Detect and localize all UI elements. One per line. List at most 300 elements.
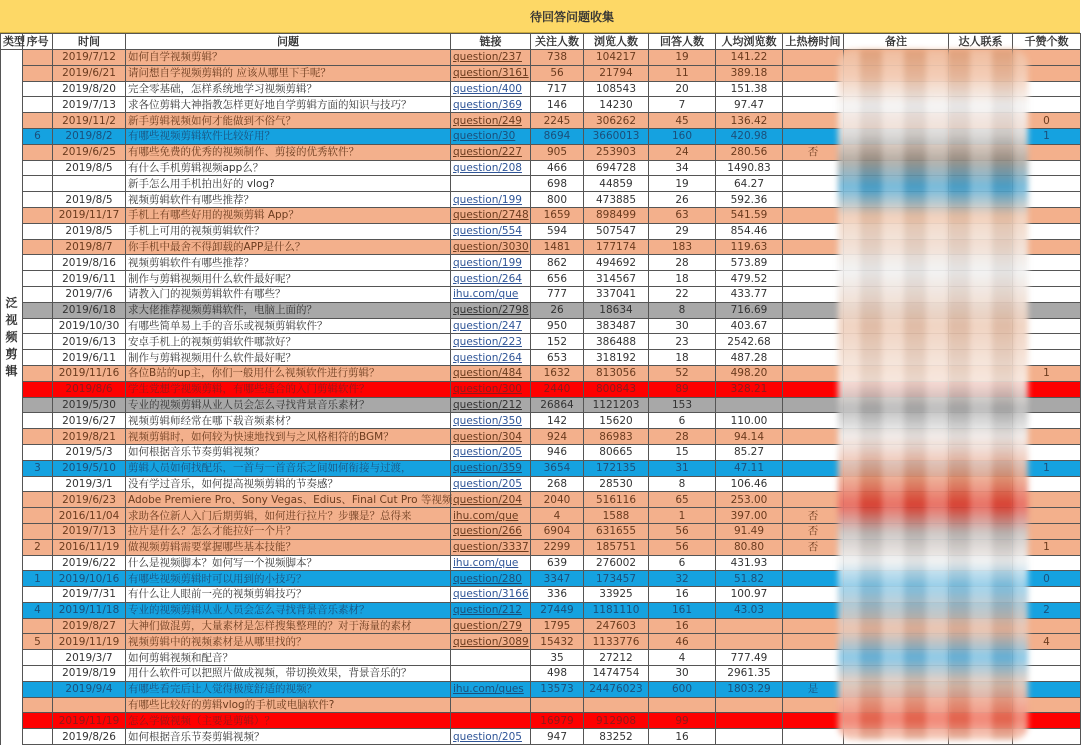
date-cell[interactable]: 2019/11/19 xyxy=(53,713,126,729)
question-cell[interactable]: 请问想自学视频剪辑的 应该从哪里下手呢？ xyxy=(126,65,451,81)
views-cell[interactable]: 898499 xyxy=(584,207,649,223)
answers-cell[interactable]: 183 xyxy=(649,239,716,255)
seq-cell[interactable] xyxy=(23,697,53,713)
answers-cell[interactable]: 22 xyxy=(649,286,716,302)
answers-cell[interactable]: 15 xyxy=(649,444,716,460)
seq-cell[interactable] xyxy=(23,113,53,129)
likes-cell[interactable]: 2 xyxy=(1013,602,1081,618)
question-cell[interactable]: 有什么手机剪辑视频app么？ xyxy=(126,160,451,176)
date-cell[interactable]: 2019/8/5 xyxy=(53,160,126,176)
views-cell[interactable]: 14230 xyxy=(584,97,649,113)
answers-cell[interactable]: 4 xyxy=(649,650,716,666)
avg-views-cell[interactable]: 487.28 xyxy=(716,350,783,366)
answers-cell[interactable]: 52 xyxy=(649,365,716,381)
seq-cell[interactable] xyxy=(23,729,53,745)
hot-list-cell[interactable] xyxy=(783,618,844,634)
followers-cell[interactable]: 3347 xyxy=(531,571,584,587)
column-header[interactable]: 千赞个数 xyxy=(1013,34,1081,50)
avg-views-cell[interactable]: 136.42 xyxy=(716,113,783,129)
hot-list-cell[interactable] xyxy=(783,729,844,745)
followers-cell[interactable]: 2299 xyxy=(531,539,584,555)
seq-cell[interactable] xyxy=(23,681,53,697)
column-header[interactable]: 问题 xyxy=(126,34,451,50)
seq-cell[interactable] xyxy=(23,271,53,287)
answers-cell[interactable]: 29 xyxy=(649,223,716,239)
link-cell[interactable] xyxy=(451,176,531,192)
answers-cell[interactable]: 65 xyxy=(649,492,716,508)
avg-views-cell[interactable]: 397.00 xyxy=(716,508,783,524)
seq-cell[interactable] xyxy=(23,302,53,318)
date-cell[interactable]: 2016/11/19 xyxy=(53,539,126,555)
views-cell[interactable]: 473885 xyxy=(584,192,649,208)
date-cell[interactable]: 2019/7/12 xyxy=(53,50,126,66)
column-header[interactable]: 备注 xyxy=(844,34,949,50)
date-cell[interactable] xyxy=(53,697,126,713)
avg-views-cell[interactable] xyxy=(716,713,783,729)
link-cell[interactable]: ihu.com/que xyxy=(451,555,531,571)
avg-views-cell[interactable]: 592.36 xyxy=(716,192,783,208)
followers-cell[interactable]: 4 xyxy=(531,508,584,524)
hot-list-cell[interactable] xyxy=(783,713,844,729)
avg-views-cell[interactable]: 389.18 xyxy=(716,65,783,81)
answers-cell[interactable]: 153 xyxy=(649,397,716,413)
views-cell[interactable]: 177174 xyxy=(584,239,649,255)
views-cell[interactable]: 318192 xyxy=(584,350,649,366)
avg-views-cell[interactable]: 541.59 xyxy=(716,207,783,223)
question-cell[interactable]: 请教入门的视频剪辑软件有哪些？ xyxy=(126,286,451,302)
followers-cell[interactable]: 146 xyxy=(531,97,584,113)
date-cell[interactable]: 2016/11/04 xyxy=(53,508,126,524)
link-cell[interactable]: question/369 xyxy=(451,97,531,113)
link-cell[interactable]: question/484 xyxy=(451,365,531,381)
answers-cell[interactable]: 30 xyxy=(649,666,716,682)
seq-cell[interactable] xyxy=(23,81,53,97)
link-cell[interactable]: question/2748 xyxy=(451,207,531,223)
views-cell[interactable]: 507547 xyxy=(584,223,649,239)
question-cell[interactable]: 制作与剪辑视频用什么软件最好呢？ xyxy=(126,350,451,366)
date-cell[interactable]: 2019/8/6 xyxy=(53,381,126,397)
hot-list-cell[interactable]: 是 xyxy=(783,681,844,697)
followers-cell[interactable]: 947 xyxy=(531,729,584,745)
views-cell[interactable]: 108543 xyxy=(584,81,649,97)
date-cell[interactable]: 2019/11/18 xyxy=(53,602,126,618)
date-cell[interactable]: 2019/8/5 xyxy=(53,192,126,208)
question-cell[interactable]: 你手机中最舍不得卸载的APP是什么？ xyxy=(126,239,451,255)
date-cell[interactable]: 2019/6/11 xyxy=(53,271,126,287)
followers-cell[interactable]: 946 xyxy=(531,444,584,460)
question-cell[interactable]: 视频剪辑时，如何较为快速地找到与之风格相符的BGM？ xyxy=(126,429,451,445)
answers-cell[interactable]: 18 xyxy=(649,271,716,287)
avg-views-cell[interactable]: 47.11 xyxy=(716,460,783,476)
followers-cell[interactable]: 950 xyxy=(531,318,584,334)
hot-list-cell[interactable] xyxy=(783,318,844,334)
followers-cell[interactable]: 152 xyxy=(531,334,584,350)
followers-cell[interactable]: 862 xyxy=(531,255,584,271)
question-cell[interactable]: 各位B站的up主，你们一般用什么视频软件进行剪辑？ xyxy=(126,365,451,381)
date-cell[interactable]: 2019/6/23 xyxy=(53,492,126,508)
date-cell[interactable]: 2019/3/7 xyxy=(53,650,126,666)
link-cell[interactable]: ihu.com/ques xyxy=(451,681,531,697)
avg-views-cell[interactable]: 141.22 xyxy=(716,50,783,66)
question-cell[interactable]: Adobe Premiere Pro、Sony Vegas、Edius、Final Cut Pro 等视频 xyxy=(126,492,451,508)
question-cell[interactable]: 怎么学做视频（主要是剪辑）？ xyxy=(126,713,451,729)
hot-list-cell[interactable] xyxy=(783,286,844,302)
link-cell[interactable]: question/2798 xyxy=(451,302,531,318)
link-cell[interactable]: question/249 xyxy=(451,113,531,129)
avg-views-cell[interactable]: 64.27 xyxy=(716,176,783,192)
answers-cell[interactable]: 56 xyxy=(649,523,716,539)
views-cell[interactable]: 172135 xyxy=(584,460,649,476)
followers-cell[interactable]: 594 xyxy=(531,223,584,239)
hot-list-cell[interactable] xyxy=(783,97,844,113)
hot-list-cell[interactable] xyxy=(783,50,844,66)
question-cell[interactable]: 用什么软件可以把照片做成视频，带切换效果，背景音乐的？ xyxy=(126,666,451,682)
link-cell[interactable]: question/266 xyxy=(451,523,531,539)
column-header[interactable]: 浏览人数 xyxy=(584,34,649,50)
seq-cell[interactable] xyxy=(23,286,53,302)
seq-cell[interactable]: 2 xyxy=(23,539,53,555)
link-cell[interactable]: question/208 xyxy=(451,160,531,176)
date-cell[interactable]: 2019/8/27 xyxy=(53,618,126,634)
hot-list-cell[interactable] xyxy=(783,128,844,144)
link-cell[interactable]: question/3166 xyxy=(451,587,531,603)
link-cell[interactable]: question/554 xyxy=(451,223,531,239)
views-cell[interactable]: 33925 xyxy=(584,587,649,603)
hot-list-cell[interactable] xyxy=(783,334,844,350)
avg-views-cell[interactable]: 479.52 xyxy=(716,271,783,287)
seq-cell[interactable]: 4 xyxy=(23,602,53,618)
seq-cell[interactable] xyxy=(23,397,53,413)
column-header[interactable]: 人均浏览数 xyxy=(716,34,783,50)
avg-views-cell[interactable]: 80.80 xyxy=(716,539,783,555)
hot-list-cell[interactable] xyxy=(783,365,844,381)
column-header[interactable]: 序号 xyxy=(23,34,53,50)
hot-list-cell[interactable] xyxy=(783,650,844,666)
views-cell[interactable]: 173457 xyxy=(584,571,649,587)
avg-views-cell[interactable]: 110.00 xyxy=(716,413,783,429)
answers-cell[interactable]: 8 xyxy=(649,476,716,492)
answers-cell[interactable]: 161 xyxy=(649,602,716,618)
avg-views-cell[interactable]: 2961.35 xyxy=(716,666,783,682)
link-cell[interactable]: question/279 xyxy=(451,618,531,634)
avg-views-cell[interactable] xyxy=(716,618,783,634)
views-cell[interactable]: 800843 xyxy=(584,381,649,397)
seq-cell[interactable] xyxy=(23,555,53,571)
answers-cell[interactable]: 32 xyxy=(649,571,716,587)
followers-cell[interactable]: 3654 xyxy=(531,460,584,476)
question-cell[interactable]: 新手剪辑视频如何才能做到不俗气？ xyxy=(126,113,451,129)
avg-views-cell[interactable]: 91.49 xyxy=(716,523,783,539)
avg-views-cell[interactable]: 94.14 xyxy=(716,429,783,445)
avg-views-cell[interactable]: 1803.29 xyxy=(716,681,783,697)
seq-cell[interactable] xyxy=(23,381,53,397)
answers-cell[interactable]: 6 xyxy=(649,555,716,571)
avg-views-cell[interactable]: 85.27 xyxy=(716,444,783,460)
likes-cell[interactable]: 1 xyxy=(1013,460,1081,476)
views-cell[interactable]: 28530 xyxy=(584,476,649,492)
question-cell[interactable]: 求助各位新人入门后期剪辑，如何进行拉片？步骤是？总得来 xyxy=(126,508,451,524)
date-cell[interactable]: 2019/8/19 xyxy=(53,666,126,682)
hot-list-cell[interactable] xyxy=(783,255,844,271)
followers-cell[interactable]: 16979 xyxy=(531,713,584,729)
question-cell[interactable]: 如何根据音乐节奏剪辑视频？ xyxy=(126,729,451,745)
views-cell[interactable]: 306262 xyxy=(584,113,649,129)
date-cell[interactable]: 2019/5/30 xyxy=(53,397,126,413)
likes-cell[interactable]: 1 xyxy=(1013,539,1081,555)
hot-list-cell[interactable] xyxy=(783,460,844,476)
hot-list-cell[interactable] xyxy=(783,413,844,429)
avg-views-cell[interactable]: 403.67 xyxy=(716,318,783,334)
link-cell[interactable] xyxy=(451,713,531,729)
avg-views-cell[interactable]: 420.98 xyxy=(716,128,783,144)
link-cell[interactable]: question/280 xyxy=(451,571,531,587)
date-cell[interactable]: 2019/11/2 xyxy=(53,113,126,129)
likes-cell[interactable]: 4 xyxy=(1013,634,1081,650)
hot-list-cell[interactable] xyxy=(783,160,844,176)
hot-list-cell[interactable] xyxy=(783,176,844,192)
answers-cell[interactable]: 89 xyxy=(649,381,716,397)
question-cell[interactable]: 有什么让人眼前一亮的视频剪辑技巧？ xyxy=(126,587,451,603)
seq-cell[interactable] xyxy=(23,713,53,729)
views-cell[interactable]: 631655 xyxy=(584,523,649,539)
hot-list-cell[interactable] xyxy=(783,555,844,571)
answers-cell[interactable]: 11 xyxy=(649,65,716,81)
question-cell[interactable]: 没有学过音乐，如何提高视频剪辑的节奏感？ xyxy=(126,476,451,492)
hot-list-cell[interactable]: 否 xyxy=(783,523,844,539)
link-cell[interactable]: question/264 xyxy=(451,350,531,366)
followers-cell[interactable]: 1795 xyxy=(531,618,584,634)
seq-cell[interactable] xyxy=(23,618,53,634)
date-cell[interactable]: 2019/7/13 xyxy=(53,97,126,113)
answers-cell[interactable]: 8 xyxy=(649,302,716,318)
date-cell[interactable]: 2019/7/31 xyxy=(53,587,126,603)
seq-cell[interactable] xyxy=(23,444,53,460)
date-cell[interactable]: 2019/11/17 xyxy=(53,207,126,223)
question-cell[interactable]: 有哪些视频剪辑软件比较好用？ xyxy=(126,128,451,144)
hot-list-cell[interactable]: 否 xyxy=(783,144,844,160)
answers-cell[interactable]: 45 xyxy=(649,113,716,129)
views-cell[interactable]: 912908 xyxy=(584,713,649,729)
question-cell[interactable]: 视频剪辑中的视频素材是从哪里找的？ xyxy=(126,634,451,650)
date-cell[interactable]: 2019/5/3 xyxy=(53,444,126,460)
followers-cell[interactable]: 15432 xyxy=(531,634,584,650)
seq-cell[interactable] xyxy=(23,508,53,524)
views-cell[interactable]: 383487 xyxy=(584,318,649,334)
hot-list-cell[interactable] xyxy=(783,81,844,97)
followers-cell[interactable]: 336 xyxy=(531,587,584,603)
seq-cell[interactable] xyxy=(23,587,53,603)
date-cell[interactable]: 2019/5/10 xyxy=(53,460,126,476)
link-cell[interactable]: question/304 xyxy=(451,429,531,445)
seq-cell[interactable] xyxy=(23,350,53,366)
question-cell[interactable]: 如何自学视频剪辑？ xyxy=(126,50,451,66)
views-cell[interactable]: 247603 xyxy=(584,618,649,634)
hot-list-cell[interactable] xyxy=(783,444,844,460)
avg-views-cell[interactable]: 777.49 xyxy=(716,650,783,666)
followers-cell[interactable]: 8694 xyxy=(531,128,584,144)
link-cell[interactable]: question/199 xyxy=(451,255,531,271)
views-cell[interactable]: 1181110 xyxy=(584,602,649,618)
views-cell[interactable]: 80665 xyxy=(584,444,649,460)
date-cell[interactable]: 2019/8/16 xyxy=(53,255,126,271)
date-cell[interactable]: 2019/9/4 xyxy=(53,681,126,697)
hot-list-cell[interactable] xyxy=(783,223,844,239)
answers-cell[interactable]: 24 xyxy=(649,144,716,160)
seq-cell[interactable] xyxy=(23,255,53,271)
link-cell[interactable]: question/204 xyxy=(451,492,531,508)
views-cell[interactable]: 1474754 xyxy=(584,666,649,682)
date-cell[interactable]: 2019/8/2 xyxy=(53,128,126,144)
hot-list-cell[interactable] xyxy=(783,271,844,287)
answers-cell[interactable]: 600 xyxy=(649,681,716,697)
seq-cell[interactable] xyxy=(23,50,53,66)
date-cell[interactable]: 2019/11/19 xyxy=(53,634,126,650)
avg-views-cell[interactable] xyxy=(716,634,783,650)
hot-list-cell[interactable] xyxy=(783,65,844,81)
question-cell[interactable]: 有哪些简单易上手的音乐或视频剪辑软件？ xyxy=(126,318,451,334)
answers-cell[interactable]: 19 xyxy=(649,50,716,66)
views-cell[interactable]: 3660013 xyxy=(584,128,649,144)
followers-cell[interactable]: 2245 xyxy=(531,113,584,129)
avg-views-cell[interactable]: 498.20 xyxy=(716,365,783,381)
seq-cell[interactable] xyxy=(23,318,53,334)
answers-cell[interactable]: 63 xyxy=(649,207,716,223)
date-cell[interactable]: 2019/6/22 xyxy=(53,555,126,571)
avg-views-cell[interactable]: 280.56 xyxy=(716,144,783,160)
answers-cell[interactable]: 160 xyxy=(649,128,716,144)
type-cell[interactable] xyxy=(1,50,23,745)
link-cell[interactable]: question/237 xyxy=(451,50,531,66)
views-cell[interactable]: 18634 xyxy=(584,302,649,318)
date-cell[interactable]: 2019/6/11 xyxy=(53,350,126,366)
date-cell[interactable]: 2019/6/25 xyxy=(53,144,126,160)
date-cell[interactable]: 2019/8/26 xyxy=(53,729,126,745)
followers-cell[interactable]: 498 xyxy=(531,666,584,682)
avg-views-cell[interactable] xyxy=(716,397,783,413)
followers-cell[interactable]: 2040 xyxy=(531,492,584,508)
link-cell[interactable]: question/205 xyxy=(451,729,531,745)
question-cell[interactable]: 视频剪辑师经常在哪下载音频素材？ xyxy=(126,413,451,429)
avg-views-cell[interactable]: 253.00 xyxy=(716,492,783,508)
question-cell[interactable]: 手机上可用的视频剪辑软件？ xyxy=(126,223,451,239)
followers-cell[interactable]: 27449 xyxy=(531,602,584,618)
followers-cell[interactable]: 6904 xyxy=(531,523,584,539)
question-cell[interactable]: 视频剪辑软件有哪些推荐？ xyxy=(126,192,451,208)
link-cell[interactable]: question/3161 xyxy=(451,65,531,81)
link-cell[interactable]: question/223 xyxy=(451,334,531,350)
question-cell[interactable]: 有哪些免费的优秀的视频制作、剪接的优秀软件？ xyxy=(126,144,451,160)
date-cell[interactable]: 2019/6/13 xyxy=(53,334,126,350)
avg-views-cell[interactable]: 51.82 xyxy=(716,571,783,587)
hot-list-cell[interactable] xyxy=(783,207,844,223)
link-cell[interactable]: question/199 xyxy=(451,192,531,208)
avg-views-cell[interactable]: 100.97 xyxy=(716,587,783,603)
column-header[interactable]: 关注人数 xyxy=(531,34,584,50)
date-cell[interactable]: 2019/10/30 xyxy=(53,318,126,334)
answers-cell[interactable] xyxy=(649,697,716,713)
question-cell[interactable]: 有哪些视频剪辑时可以用到的小技巧？ xyxy=(126,571,451,587)
date-cell[interactable]: 2019/11/16 xyxy=(53,365,126,381)
views-cell[interactable]: 104217 xyxy=(584,50,649,66)
hot-list-cell[interactable] xyxy=(783,666,844,682)
question-cell[interactable]: 如何剪辑视频和配音？ xyxy=(126,650,451,666)
views-cell[interactable]: 1121203 xyxy=(584,397,649,413)
hot-list-cell[interactable] xyxy=(783,350,844,366)
answers-cell[interactable]: 28 xyxy=(649,255,716,271)
answers-cell[interactable]: 6 xyxy=(649,413,716,429)
seq-cell[interactable]: 6 xyxy=(23,128,53,144)
views-cell[interactable]: 386488 xyxy=(584,334,649,350)
column-header[interactable]: 上热榜时间 xyxy=(783,34,844,50)
seq-cell[interactable] xyxy=(23,666,53,682)
seq-cell[interactable] xyxy=(23,176,53,192)
likes-cell[interactable]: 1 xyxy=(1013,365,1081,381)
views-cell[interactable]: 337041 xyxy=(584,286,649,302)
followers-cell[interactable]: 639 xyxy=(531,555,584,571)
answers-cell[interactable]: 16 xyxy=(649,729,716,745)
hot-list-cell[interactable]: 否 xyxy=(783,539,844,555)
hot-list-cell[interactable] xyxy=(783,602,844,618)
link-cell[interactable] xyxy=(451,697,531,713)
answers-cell[interactable]: 30 xyxy=(649,318,716,334)
question-cell[interactable]: 做视频剪辑需要掌握哪些基本技能？ xyxy=(126,539,451,555)
answers-cell[interactable]: 31 xyxy=(649,460,716,476)
likes-cell[interactable]: 0 xyxy=(1013,571,1081,587)
hot-list-cell[interactable] xyxy=(783,571,844,587)
seq-cell[interactable] xyxy=(23,476,53,492)
link-cell[interactable]: question/247 xyxy=(451,318,531,334)
link-cell[interactable]: ihu.com/que xyxy=(451,286,531,302)
question-cell[interactable]: 什么是视频脚本？如何写一个视频脚本？ xyxy=(126,555,451,571)
column-header[interactable]: 链接 xyxy=(451,34,531,50)
column-header[interactable]: 类型 xyxy=(1,34,23,50)
link-cell[interactable]: question/3030 xyxy=(451,239,531,255)
answers-cell[interactable]: 34 xyxy=(649,160,716,176)
followers-cell[interactable]: 800 xyxy=(531,192,584,208)
views-cell[interactable]: 24476023 xyxy=(584,681,649,697)
link-cell[interactable]: question/30 xyxy=(451,128,531,144)
answers-cell[interactable]: 18 xyxy=(649,350,716,366)
link-cell[interactable]: question/400 xyxy=(451,81,531,97)
avg-views-cell[interactable]: 43.03 xyxy=(716,602,783,618)
answers-cell[interactable]: 99 xyxy=(649,713,716,729)
avg-views-cell[interactable]: 431.93 xyxy=(716,555,783,571)
followers-cell[interactable]: 717 xyxy=(531,81,584,97)
views-cell[interactable]: 83252 xyxy=(584,729,649,745)
views-cell[interactable]: 86983 xyxy=(584,429,649,445)
question-cell[interactable]: 视频剪辑软件有哪些推荐？ xyxy=(126,255,451,271)
followers-cell[interactable]: 466 xyxy=(531,160,584,176)
views-cell[interactable]: 1133776 xyxy=(584,634,649,650)
followers-cell[interactable]: 1632 xyxy=(531,365,584,381)
views-cell[interactable]: 314567 xyxy=(584,271,649,287)
followers-cell[interactable]: 56 xyxy=(531,65,584,81)
hot-list-cell[interactable] xyxy=(783,192,844,208)
question-cell[interactable]: 大神们做混剪，大量素材是怎样搜集整理的？对于海量的素材 xyxy=(126,618,451,634)
question-cell[interactable]: 如何根据音乐节奏剪辑视频？ xyxy=(126,444,451,460)
date-cell[interactable]: 2019/7/6 xyxy=(53,286,126,302)
date-cell[interactable]: 2019/7/13 xyxy=(53,523,126,539)
followers-cell[interactable]: 26864 xyxy=(531,397,584,413)
hot-list-cell[interactable] xyxy=(783,476,844,492)
question-cell[interactable]: 制作与剪辑视频用什么软件最好呢？ xyxy=(126,271,451,287)
followers-cell[interactable]: 26 xyxy=(531,302,584,318)
seq-cell[interactable] xyxy=(23,650,53,666)
hot-list-cell[interactable] xyxy=(783,634,844,650)
hot-list-cell[interactable]: 否 xyxy=(783,508,844,524)
question-cell[interactable]: 手机上有哪些好用的视频剪辑 App？ xyxy=(126,207,451,223)
followers-cell[interactable]: 2440 xyxy=(531,381,584,397)
